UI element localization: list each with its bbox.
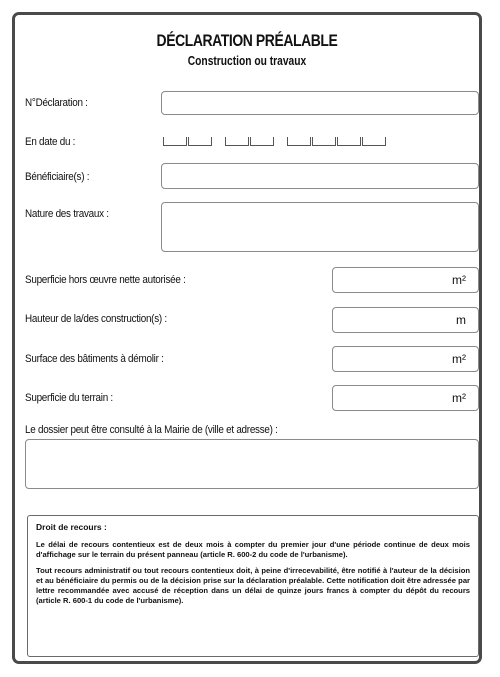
date-year-digit-3[interactable] (337, 137, 361, 146)
superficie-unit: m² (452, 273, 466, 287)
date-year-digit-2[interactable] (312, 137, 336, 146)
declaration-form (12, 12, 482, 664)
terrain-label: Superficie du terrain : (25, 392, 113, 404)
recours-paragraph-1: Le délai de recours contentieux est de deux mois à compter du premier jour d'une période continue de deux mois d'affichage sur le terrain du présent panneau (article R. 600-2 du code de l'urbanisme). (36, 540, 470, 559)
superficie-label: Superficie hors œuvre nette autorisée : (25, 274, 186, 286)
nature-travaux-field[interactable] (161, 202, 479, 252)
date-year-digit-4[interactable] (362, 137, 386, 146)
declaration-number-field[interactable] (161, 91, 479, 115)
terrain-unit: m² (452, 391, 466, 405)
demolir-field[interactable] (332, 346, 479, 372)
beneficiaires-field[interactable] (161, 163, 479, 189)
demolir-label: Surface des bâtiments à démolir : (25, 353, 164, 365)
droit-de-recours-box (27, 515, 479, 657)
form-title: DÉCLARATION PRÉALABLE (156, 31, 338, 50)
declaration-number-label: N°Déclaration : (25, 97, 88, 109)
demolir-unit: m² (452, 352, 466, 366)
date-month-digit-2[interactable] (250, 137, 274, 146)
date-year-digit-1[interactable] (287, 137, 311, 146)
beneficiaires-label: Bénéficiaire(s) : (25, 171, 90, 183)
hauteur-field[interactable] (332, 307, 479, 333)
mairie-field[interactable] (25, 439, 479, 489)
date-month-digit-1[interactable] (225, 137, 249, 146)
superficie-field[interactable] (332, 267, 479, 293)
date-label: En date du : (25, 136, 76, 148)
date-day-digit-2[interactable] (188, 137, 212, 146)
recours-paragraph-2: Tout recours administratif ou tout recours contentieux doit, à peine d'irrecevabilité, être notifié à l'auteur de la décision et au bénéficiaire du permis ou de la décision prise sur la déclaration préalable. Cette notification doit être adressée par lettre recommandée avec accusé de réception dans un délai de quinze jours francs à compter du dépôt du recours (article R. 600-1 du code de l'urbanisme). (36, 566, 470, 605)
mairie-label: Le dossier peut être consulté à la Mairie de (ville et adresse) : (25, 424, 278, 436)
date-day-digit-1[interactable] (163, 137, 187, 146)
form-subtitle: Construction ou travaux (187, 54, 307, 68)
terrain-field[interactable] (332, 385, 479, 411)
hauteur-unit: m (456, 313, 466, 327)
recours-title: Droit de recours : (36, 522, 107, 532)
hauteur-label: Hauteur de la/des construction(s) : (25, 313, 167, 325)
nature-travaux-label: Nature des travaux : (25, 208, 109, 220)
